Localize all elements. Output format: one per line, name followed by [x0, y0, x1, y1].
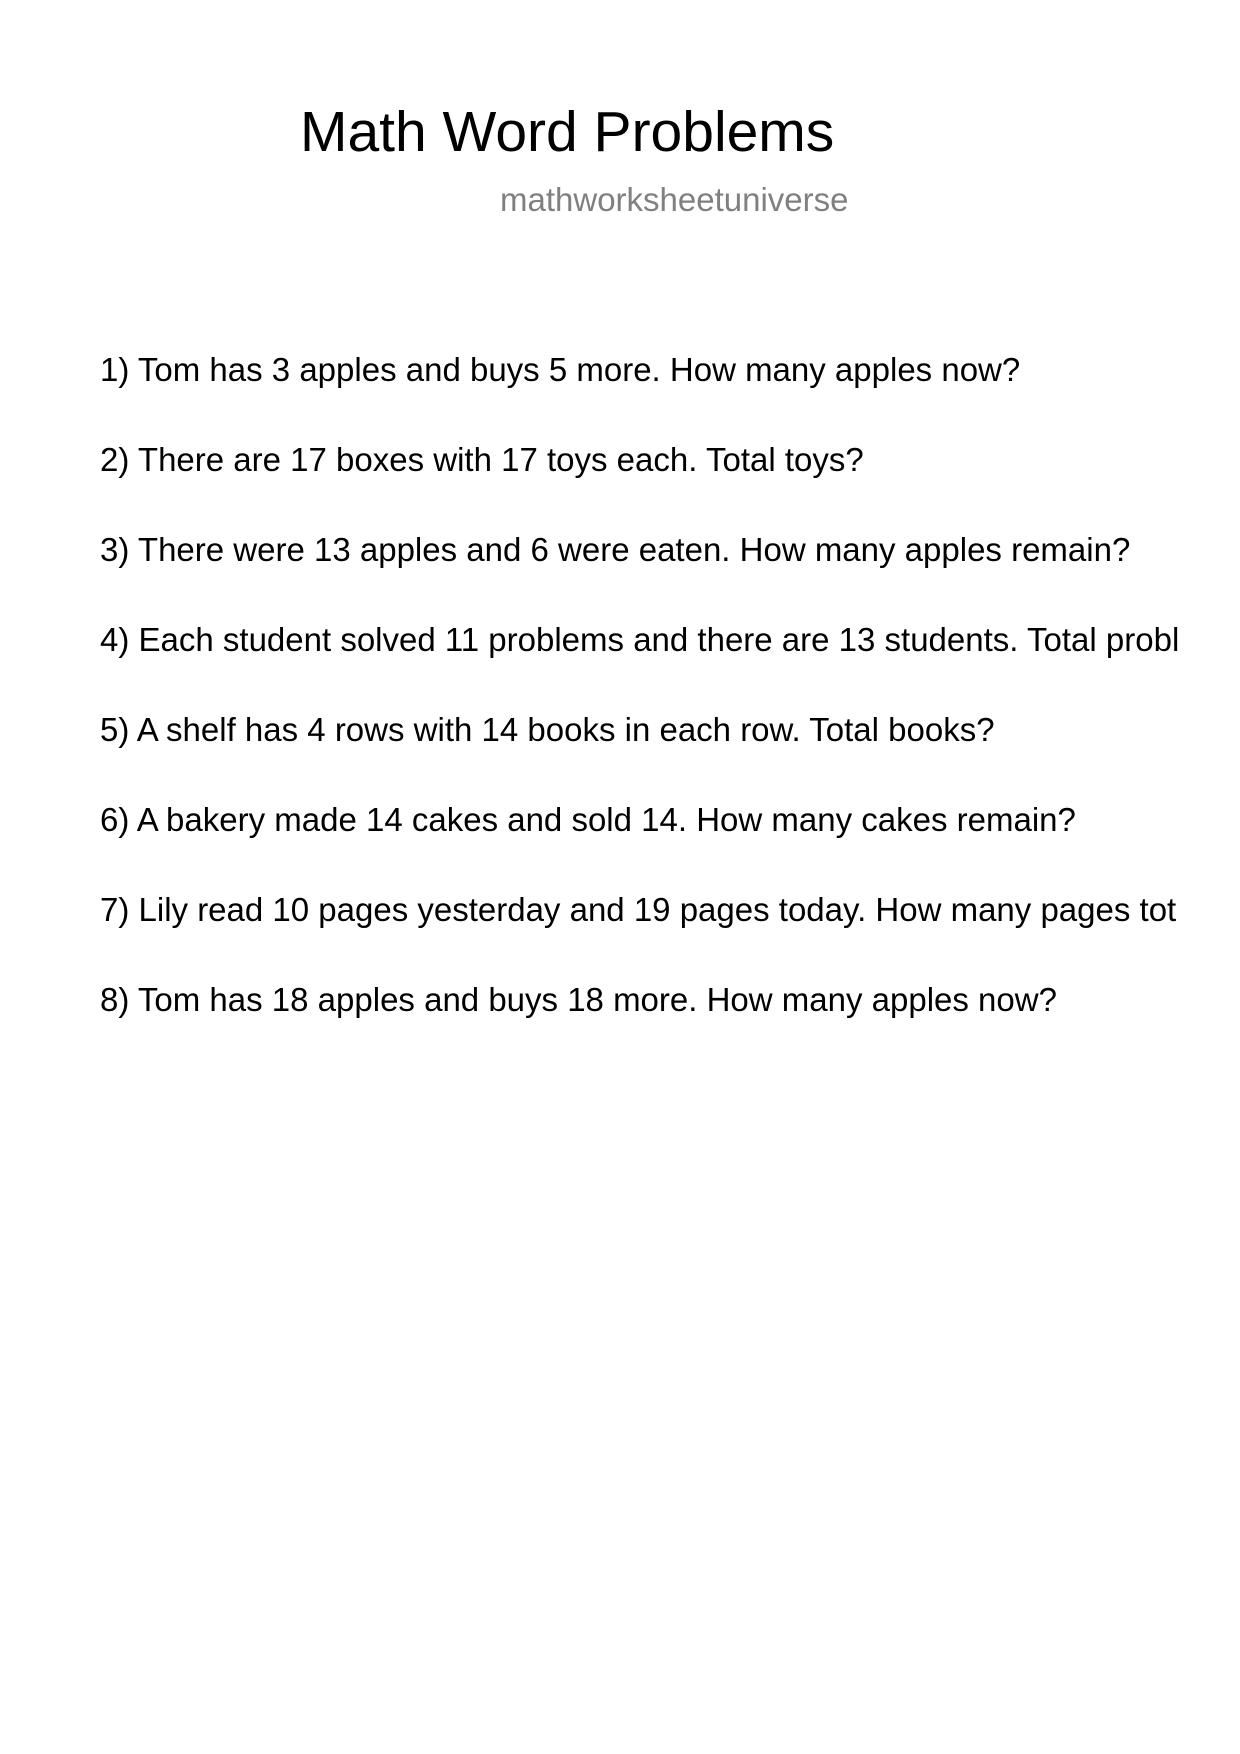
problem-3: 3) There were 13 apples and 6 were eaten. How many apples remain?: [100, 531, 1131, 568]
problem-4: 4) Each student solved 11 problems and there are 13 students. Total probl: [100, 621, 1180, 658]
problem-8: 8) Tom has 18 apples and buys 18 more. How many apples now?: [100, 981, 1057, 1018]
problem-1: 1) Tom has 3 apples and buys 5 more. How many apples now?: [100, 351, 1021, 388]
page-title: Math Word Problems: [300, 100, 835, 164]
problem-2: 2) There are 17 boxes with 17 toys each. Total toys?: [100, 441, 864, 478]
problem-7: 7) Lily read 10 pages yesterday and 19 pages today. How many pages tot: [100, 891, 1177, 928]
problem-list: [100, 348, 1240, 1068]
problem-6: 6) A bakery made 14 cakes and sold 14. How many cakes remain?: [100, 801, 1076, 838]
source-label: mathworksheetuniverse: [500, 181, 849, 218]
problem-5: 5) A shelf has 4 rows with 14 books in each row. Total books?: [100, 711, 995, 748]
